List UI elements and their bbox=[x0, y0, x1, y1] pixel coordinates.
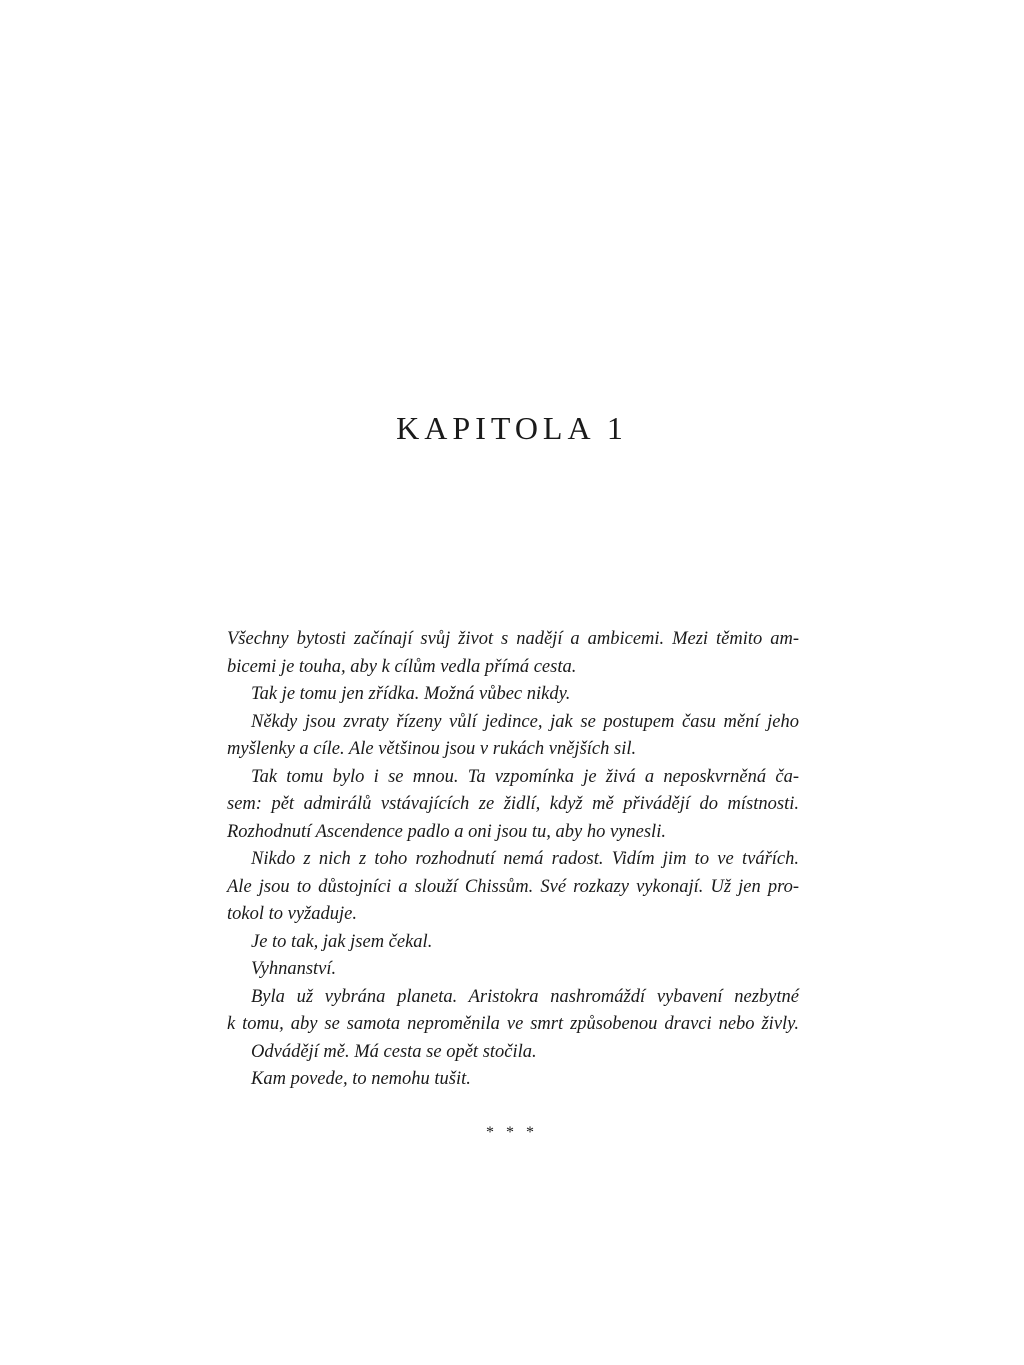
chapter-title: KAPITOLA 1 bbox=[396, 410, 628, 446]
text-line: Někdy jsou zvraty řízeny vůlí jedince, jak se postupem času mění jeho bbox=[251, 711, 799, 732]
text-line: Je to tak, jak jsem čekal. bbox=[251, 931, 433, 952]
text-line: Vyhnanství. bbox=[251, 959, 337, 979]
text-line: sem: pět admirálů vstávajících ze židlí, když mě přivádějí do místnosti. bbox=[227, 794, 799, 814]
text-line: Rozhodnutí Ascendence padlo a oni jsou tu, aby ho vynesli. bbox=[227, 821, 666, 842]
text-line: tokol to vyžaduje. bbox=[227, 904, 357, 924]
text-line: Ale jsou to důstojníci a slouží Chissům. Své rozkazy vykonají. Už jen pro- bbox=[227, 876, 799, 897]
text-line: k tomu, aby se samota neproměnila ve smrt způsobenou dravci nebo živly. bbox=[227, 1014, 799, 1034]
text-line: Kam povede, to nemohu tušit. bbox=[251, 1069, 471, 1089]
text-line: Tak je tomu jen zřídka. Možná vůbec nikdy. bbox=[251, 684, 571, 704]
text-line: Odvádějí mě. Má cesta se opět stočila. bbox=[251, 1041, 537, 1062]
text-line: Tak tomu bylo i se mnou. Ta vzpomínka je živá a neposkvrněná ča- bbox=[251, 766, 799, 787]
chapter-body-text bbox=[227, 626, 799, 1094]
text-line: Byla už vybrána planeta. Aristokra nashromáždí vybavení nezbytné bbox=[251, 986, 799, 1007]
text-line: myšlenky a cíle. Ale většinou jsou v rukách vnějších sil. bbox=[227, 739, 637, 759]
section-separator: * * * bbox=[486, 1124, 538, 1141]
text-line: Všechny bytosti začínají svůj život s nadějí a ambicemi. Mezi těmito am- bbox=[227, 629, 799, 649]
text-line: bicemi je touha, aby k cílům vedla přímá cesta. bbox=[227, 656, 577, 677]
text-line: Nikdo z nich z toho rozhodnutí nemá radost. Vidím jim to ve tvářích. bbox=[251, 849, 799, 869]
